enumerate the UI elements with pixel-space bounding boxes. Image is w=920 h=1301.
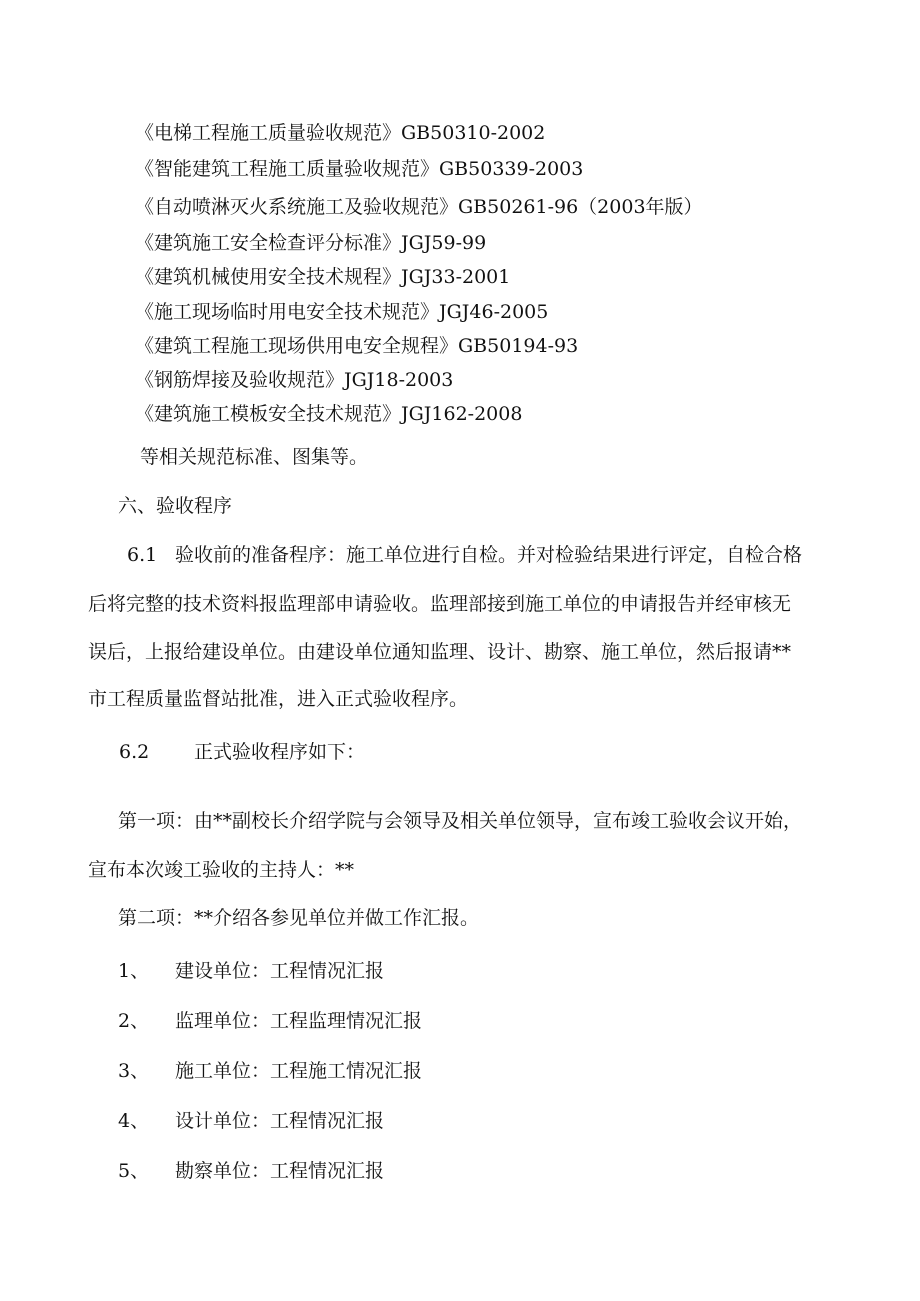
paragraph-number: 6.1: [127, 544, 158, 566]
item-one-line: 宣布本次竣工验收的主持人：**: [88, 859, 355, 881]
standards-footer: 等相关规范标准、图集等。: [140, 446, 369, 468]
report-number: 2、: [118, 1010, 150, 1032]
standard-item: 《施工现场临时用电安全技术规范》JGJ46-2005: [135, 301, 549, 323]
standard-item: 《电梯工程施工质量验收规范》GB50310-2002: [135, 122, 546, 144]
paragraph-line: 验收前的准备程序：施工单位进行自检。并对检验结果进行评定，自检合格: [175, 544, 803, 566]
paragraph-line: 后将完整的技术资料报监理部申请验收。监理部接到施工单位的申请报告并经审核无: [88, 593, 792, 615]
paragraph-line: 市工程质量监督站批准，进入正式验收程序。: [88, 688, 469, 710]
paragraph-line: 正式验收程序如下：: [194, 741, 366, 763]
report-item: 施工单位：工程施工情况汇报: [175, 1060, 423, 1082]
standard-item: 《建筑施工模板安全技术规范》JGJ162-2008: [135, 403, 523, 425]
item-two-line: 第二项：**介绍各参见单位并做工作汇报。: [118, 907, 480, 929]
item-one-line: 第一项：由**副校长介绍学院与会领导及相关单位领导，宣布竣工验收会议开始，: [118, 810, 803, 832]
report-item: 勘察单位：工程情况汇报: [175, 1160, 385, 1182]
paragraph-line: 误后，上报给建设单位。由建设单位通知监理、设计、勘察、施工单位，然后报请**: [88, 641, 792, 663]
standard-item: 《建筑机械使用安全技术规程》JGJ33-2001: [135, 266, 511, 288]
report-number: 3、: [118, 1060, 150, 1082]
standard-item: 《钢筋焊接及验收规范》JGJ18-2003: [135, 369, 454, 391]
report-number: 1、: [118, 960, 150, 982]
report-number: 5、: [118, 1160, 150, 1182]
section-heading: 六、验收程序: [118, 495, 233, 517]
standard-item: 《自动喷淋灭火系统施工及验收规范》GB50261-96（2003年版）: [135, 196, 703, 218]
standard-item: 《建筑工程施工现场供用电安全规程》GB50194-93: [135, 335, 579, 357]
report-item: 建设单位：工程情况汇报: [175, 960, 385, 982]
report-number: 4、: [118, 1110, 150, 1132]
paragraph-number: 6.2: [119, 741, 150, 763]
report-item: 监理单位：工程监理情况汇报: [175, 1010, 423, 1032]
standard-item: 《智能建筑工程施工质量验收规范》GB50339-2003: [135, 158, 584, 180]
standard-item: 《建筑施工安全检查评分标准》JGJ59-99: [135, 232, 487, 254]
report-item: 设计单位：工程情况汇报: [175, 1110, 385, 1132]
